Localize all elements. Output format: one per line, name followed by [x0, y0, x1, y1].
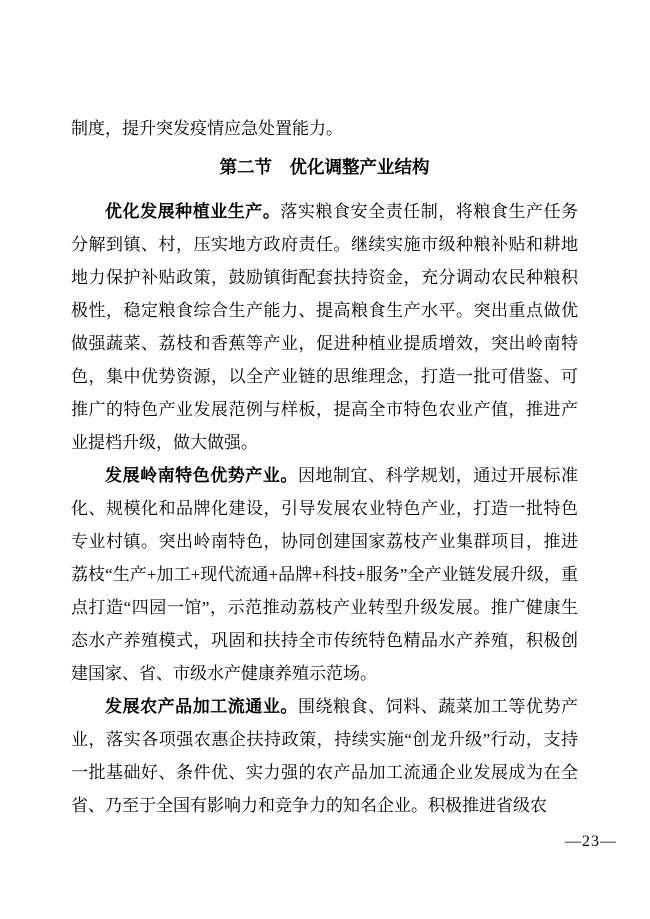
paragraph-lead: 发展农产品加工流通业。	[105, 697, 298, 716]
paragraph	[71, 690, 578, 822]
document-body	[71, 195, 578, 822]
paragraph-lead: 优化发展种植业生产。	[105, 202, 281, 221]
paragraph	[71, 195, 578, 459]
paragraph-text: 因地制宜、科学规划，通过开展标准化、规模化和品牌化建设，引导发展农业特色产业，打造一批特色专业村镇。突出岭南特色，协同创建国家荔枝产业集群项目，推进荔枝“生产+加工+现代流通+品牌+科技+服务”全产业链发展升级，重点打造“四园一馆”，示范推动荔枝产业转型升级发展。推广健康生态水产养殖模式，巩固和扶持全市传统特色精品水产养殖，积极创建国家、省、市级水产健康养殖示范场。	[71, 466, 579, 683]
paragraph-text: 落实粮食安全责任制，将粮食生产任务分解到镇、村，压实地方政府责任。继续实施市级种粮补贴和耕地地力保护补贴政策，鼓励镇街配套扶持资金，充分调动农民种粮积极性，稳定粮食综合生产能力、提高粮食生产水平。突出重点做优做强蔬菜、荔枝和香蕉等产业，促进种植业提质增效，突出岭南特色，集中优势资源，以全产业链的思维理念，打造一批可借鉴、可推广的特色产业发展范例与样板，提高全市特色农业产值，推进产业提档升级，做大做强。	[71, 202, 579, 452]
paragraph-continuation: 制度，提升突发疫情应急处置能力。	[71, 119, 343, 138]
paragraph	[71, 459, 578, 690]
paragraph-text: 围绕粮食、饲料、蔬菜加工等优势产业，落实各项强农惠企扶持政策，持续实施“创龙升级”行动，支持一批基础好、条件优、实力强的农产品加工流通企业发展成为在全省、乃至于全国有影响力和竞争力的知名企业。积极推进省级农	[71, 697, 579, 815]
section-heading: 第二节 优化调整产业结构	[219, 157, 430, 177]
page-number: —23—	[565, 833, 617, 850]
paragraph-lead: 发展岭南特色优势产业。	[105, 466, 298, 485]
